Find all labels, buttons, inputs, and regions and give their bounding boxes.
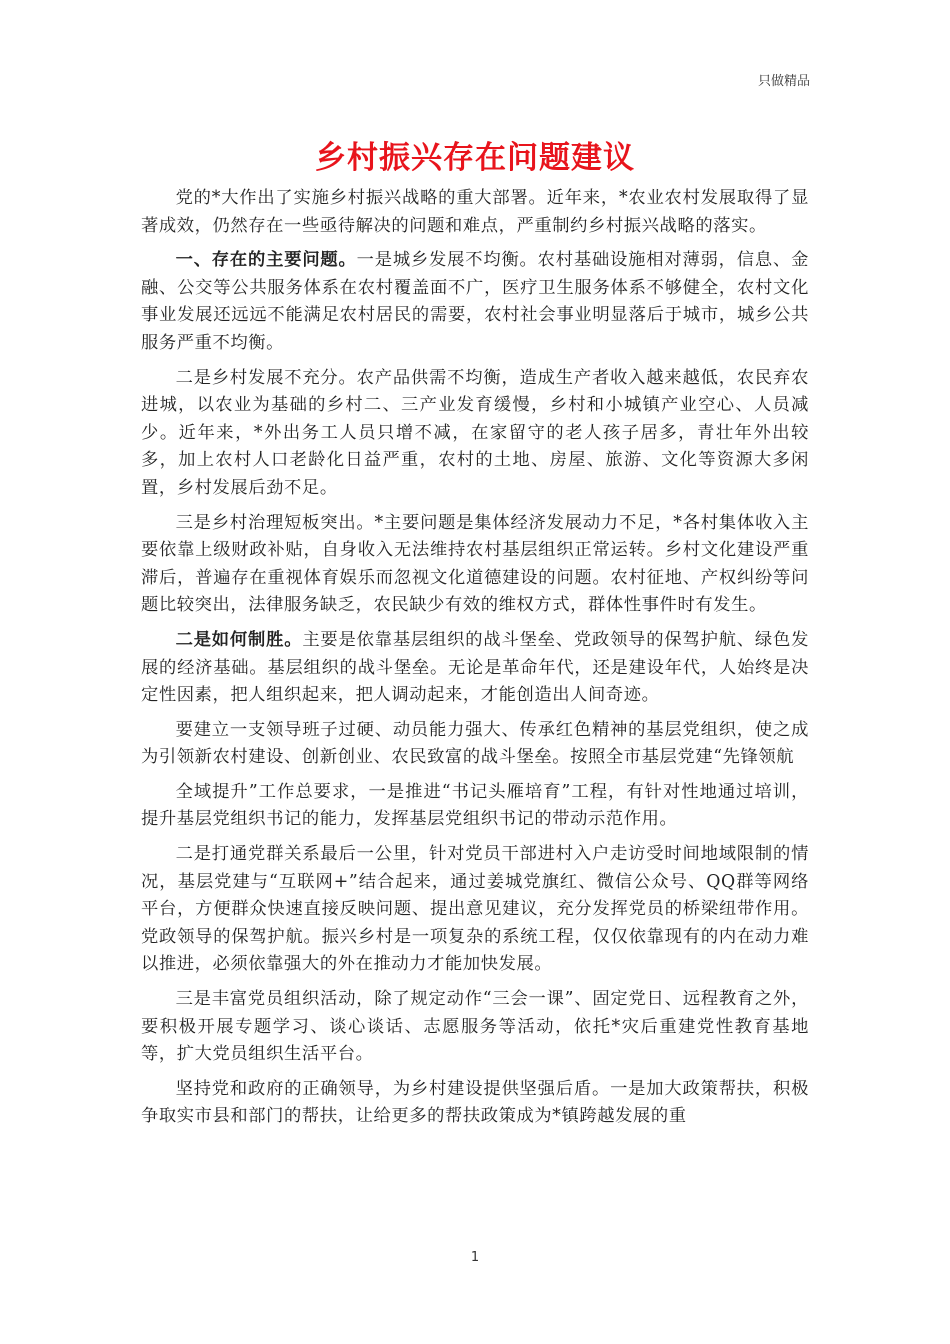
paragraph-text: 要建立一支领导班子过硬、动员能力强大、传承红色精神的基层党组织，使之成为引领新农村建设、创新创业、农民致富的战斗堡垒。按照全市基层党建“先锋领航 — [141, 719, 809, 768]
paragraph — [141, 841, 809, 979]
paragraph — [141, 627, 809, 710]
document-body — [141, 185, 809, 1138]
paragraph-text: 主要是依靠基层组织的战斗堡垒、党政领导的保驾护航、绿色发展的经济基础。基层组织的战斗堡垒。无论是革命年代，还是建设年代，人始终是决定性因素，把人组织起来，把人调动起来，才能创造出人间奇迹。 — [141, 629, 809, 706]
paragraph — [141, 986, 809, 1069]
page-number: 1 — [470, 1250, 480, 1265]
paragraph — [141, 510, 809, 620]
paragraph-text: 二是打通党群关系最后一公里，针对党员干部进村入户走访受时间地域限制的情况，基层党建与“互联网+”结合起来，通过姜城党旗红、微信公众号、QQ群等网络平台，方便群众快速直接反映问题、提出意见建议，充分发挥党员的桥梁纽带作用。党政领导的保驾护航。振兴乡村是一项复杂的系统工程，仅仅依靠现有的内在动力难以推进，必须依靠强大的外在推动力才能加快发展。 — [141, 844, 809, 975]
paragraph-lead: 二是如何制胜。 — [175, 629, 303, 650]
paragraph-text: 全域提升”工作总要求，一是推进“书记头雁培育”工程，有针对性地通过培训，提升基层党组织书记的能力，发挥基层党组织书记的带动示范作用。 — [141, 781, 809, 830]
paragraph — [141, 185, 809, 240]
paragraph-text: 三是丰富党员组织活动，除了规定动作“三会一课”、固定党日、远程教育之外，要积极开展专题学习、谈心谈话、志愿服务等活动，依托*灾后重建党性教育基地等，扩大党员组织生活平台。 — [141, 989, 809, 1065]
paragraph — [141, 1076, 809, 1131]
paragraph-text: 党的*大作出了实施乡村振兴战略的重大部署。近年来，*农业农村发展取得了显著成效，仍然存在一些亟待解决的问题和难点，严重制约乡村振兴战略的落实。 — [141, 188, 809, 236]
document-title: 乡村振兴存在问题建议 — [315, 140, 635, 176]
paragraph-text: 二是乡村发展不充分。农产品供需不均衡，造成生产者收入越来越低，农民弃农进城，以农业为基础的乡村二、三产业发育缓慢，乡村和小城镇产业空心、人员减少。近年来，*外出务工人员只增不减，在家留守的老人孩子居多，青壮年外出较多，加上农村人口老龄化日益严重，农村的土地、房屋、旅游、文化等资源大多闲置，乡村发展后劲不足。 — [141, 367, 809, 498]
paragraph — [141, 365, 809, 503]
paragraph — [141, 717, 809, 772]
header-note: 只做精品 — [757, 74, 810, 89]
paragraph-text: 坚持党和政府的正确领导，为乡村建设提供坚强后盾。一是加大政策帮扶，积极争取实市县和部门的帮扶，让给更多的帮扶政策成为*镇跨越发展的重 — [141, 1078, 809, 1127]
paragraph — [141, 247, 809, 357]
paragraph-text: 一是城乡发展不均衡。农村基础设施相对薄弱，信息、金融、公交等公共服务体系在农村覆盖面不广，医疗卫生服务体系不够健全，农村文化事业发展还远远不能满足农村居民的需要，农村社会事业明显落后于城市，城乡公共服务严重不均衡。 — [141, 250, 809, 353]
paragraph-text: 三是乡村治理短板突出。*主要问题是集体经济发展动力不足，*各村集体收入主要依靠上级财政补贴，自身收入无法维持农村基层组织正常运转。乡村文化建设严重滞后，普遍存在重视体育娱乐而忽视文化道德建设的问题。农村征地、产权纠纷等问题比较突出，法律服务缺乏，农民缺少有效的维权方式，群体性事件时有发生。 — [141, 512, 809, 616]
paragraph — [141, 779, 809, 834]
paragraph-lead: 一、存在的主要问题。 — [175, 250, 357, 271]
